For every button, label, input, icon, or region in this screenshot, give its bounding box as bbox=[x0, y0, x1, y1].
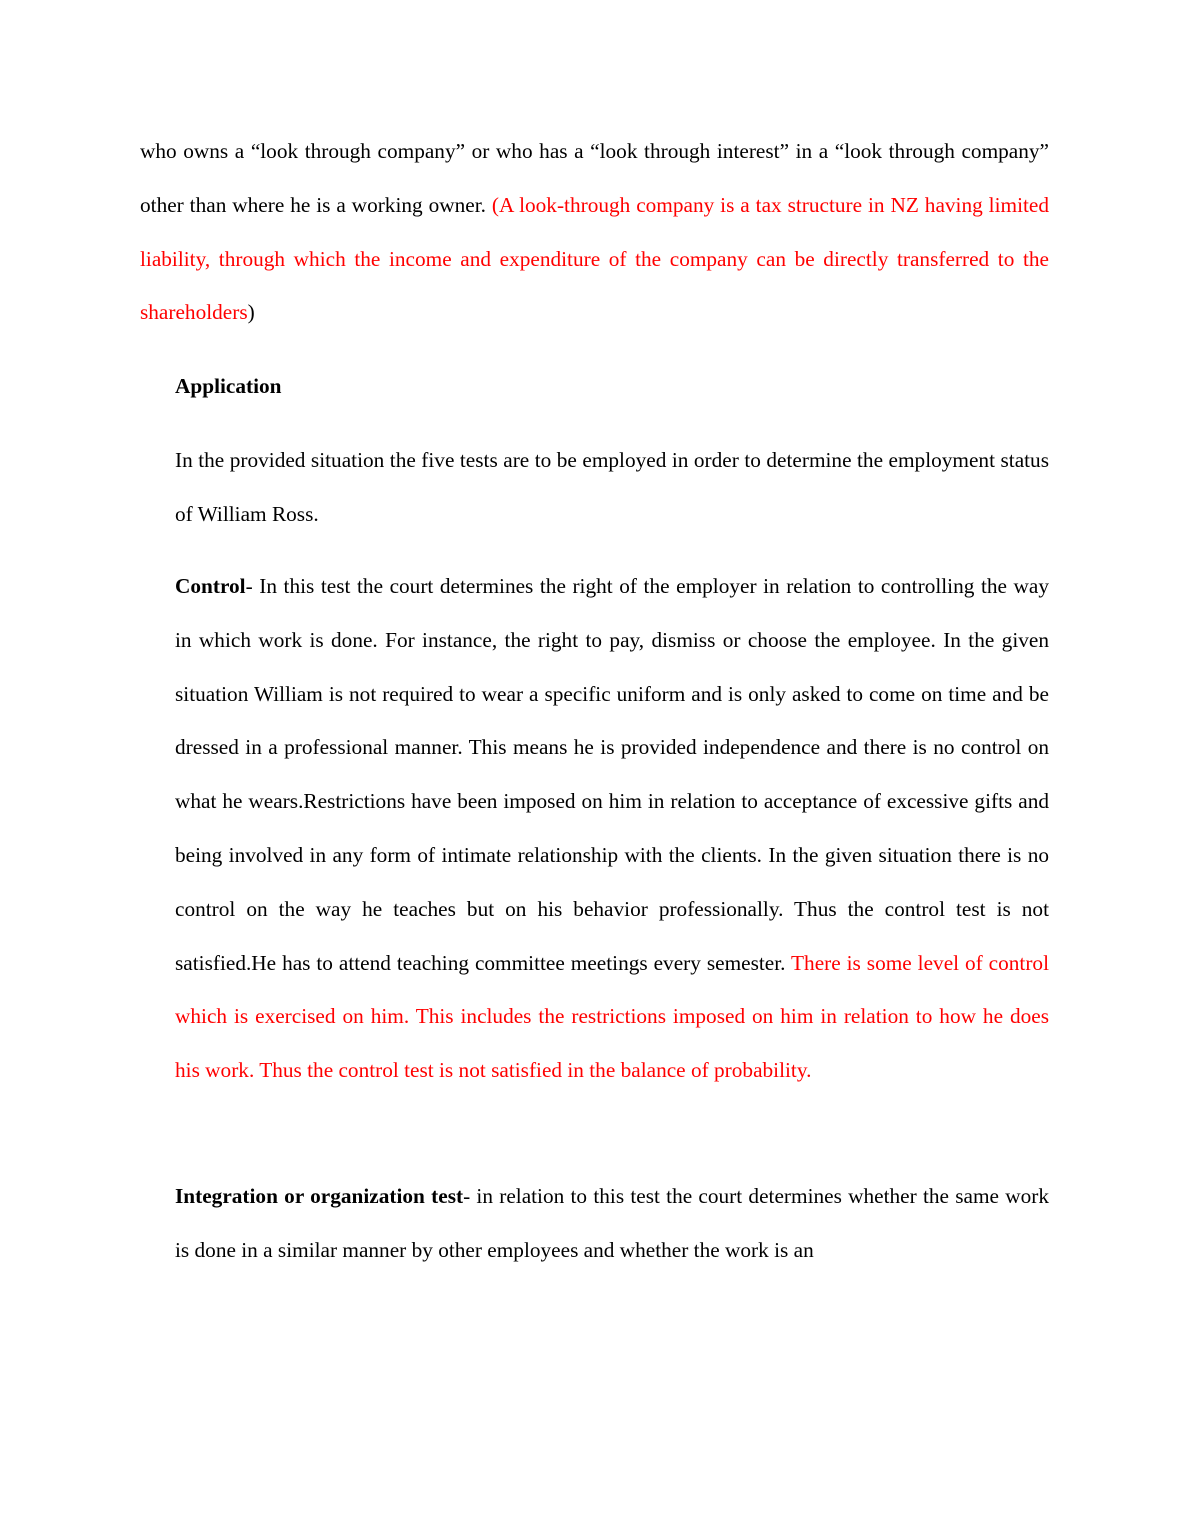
red-explanatory-note: (A look-through company is a tax structure in NZ having limited liability, through which the income and expenditure of the company can be directly transferred to the shareholders bbox=[140, 192, 1050, 325]
application-paragraph: In the provided situation the five tests are to be employed in order to determine the employment status of William Ross. bbox=[175, 448, 1049, 526]
paragraph-text: who owns a “look through company” or who has a “look through interest” in a “look through company” other than where he is a working owner. bbox=[140, 139, 1049, 217]
integration-term: Integration or organization test bbox=[175, 1184, 464, 1208]
control-text: - In this test the court determines the right of the employer in relation to controlling the way in which work is done. For instance, the right to pay, dismiss or choose the employee. In the given situation William is not required to wear a specific uniform and is only asked to come on time and be dressed in a professional manner. This means he is provided independence and there is no control on what he wears.Restrictions have been imposed on him in relation to acceptance of excessive gifts and being involved in any form of intimate relationship with the clients. In the given situation there is no control on the way he teaches but on his behavior professionally. Thus the control test is not satisfied.He has to attend teaching committee meetings every semester. bbox=[175, 574, 1049, 975]
paragraph-look-through-company bbox=[140, 125, 1049, 340]
control-red-text: There is some level of control which is exercised on him. This includes the restrictions imposed on him in relation to how he does his work. Thus the control test is not satisfied in the balance of probability. bbox=[175, 950, 1049, 1083]
control-test-paragraph bbox=[175, 560, 1049, 1098]
application-heading: Application bbox=[175, 374, 282, 398]
integration-text: - in relation to this test the court determines whether the same work is done in a similar manner by other employees and whether the work is an bbox=[175, 1184, 1049, 1262]
control-term: Control bbox=[175, 574, 246, 598]
integration-test-paragraph bbox=[175, 1170, 1049, 1278]
closing-parenthesis: ) bbox=[247, 300, 255, 325]
